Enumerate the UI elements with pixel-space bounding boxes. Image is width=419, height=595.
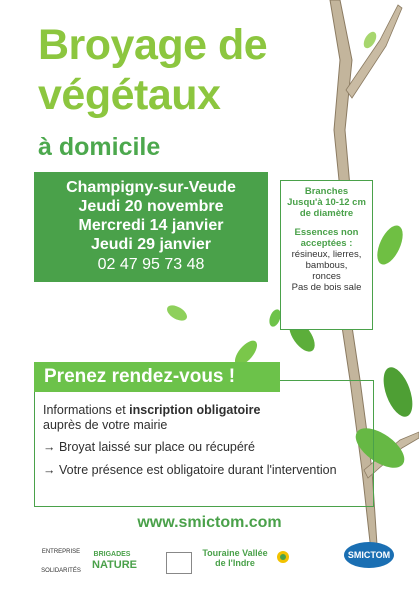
smictom-logo: SMICTOM [344,542,394,568]
info-text: Informations et [43,403,130,417]
info-registration [43,403,365,432]
side-not-accepted: Essences non [294,227,359,238]
info-box [34,380,374,507]
logo-touraine: Touraine Vallée de l'Indre [202,548,268,568]
info-presence: → Votre présence est obligatoire durant l'intervention [43,462,337,477]
side-item-1: résineux, lierres, [291,249,362,260]
side-not-accepted-2: acceptées : [300,238,353,249]
info-bold: inscription obligatoire [129,403,261,417]
event-date-1: Jeudi 20 novembre [78,198,224,215]
side-item-3: ronces [312,271,341,282]
logo-brigades-nature [92,550,138,571]
accepted-materials-box [280,180,373,330]
event-date-2: Mercredi 14 janvier [78,217,224,234]
region-icon [276,550,290,564]
appointment-banner: Prenez rendez-vous ! [34,362,280,392]
title-line-2: végétaux [38,71,221,119]
event-date-3: Jeudi 29 janvier [90,236,212,253]
logo-2-top: BRIGADES [93,551,131,558]
logo-1-top: ENTREPRISE [41,549,81,555]
side-diameter-2: de diamètre [299,208,354,219]
info-text-2: auprès de votre mairie [43,417,168,432]
title-line-1: Broyage de [38,21,268,69]
logo-community [166,552,192,574]
logo-2-bottom: NATURE [92,559,138,571]
event-dates-box [34,172,268,282]
side-branches: Branches [304,186,349,197]
side-diameter: Jusqu'à 10-12 cm [287,197,366,208]
title-line-3: à domicile [38,133,161,161]
info-mulch: → Broyat laissé sur place ou récupéré [43,440,255,454]
side-item-2: bambous, [305,260,348,271]
logo-entreprise [36,549,86,575]
event-town: Champigny-sur-Veude [66,179,236,196]
website-link[interactable]: www.smictom.com [137,514,282,531]
logo-1-bottom: SOLIDARITÉS [41,568,81,574]
event-phone[interactable]: 02 47 95 73 48 [97,256,205,273]
side-item-4: Pas de bois sale [291,282,362,293]
